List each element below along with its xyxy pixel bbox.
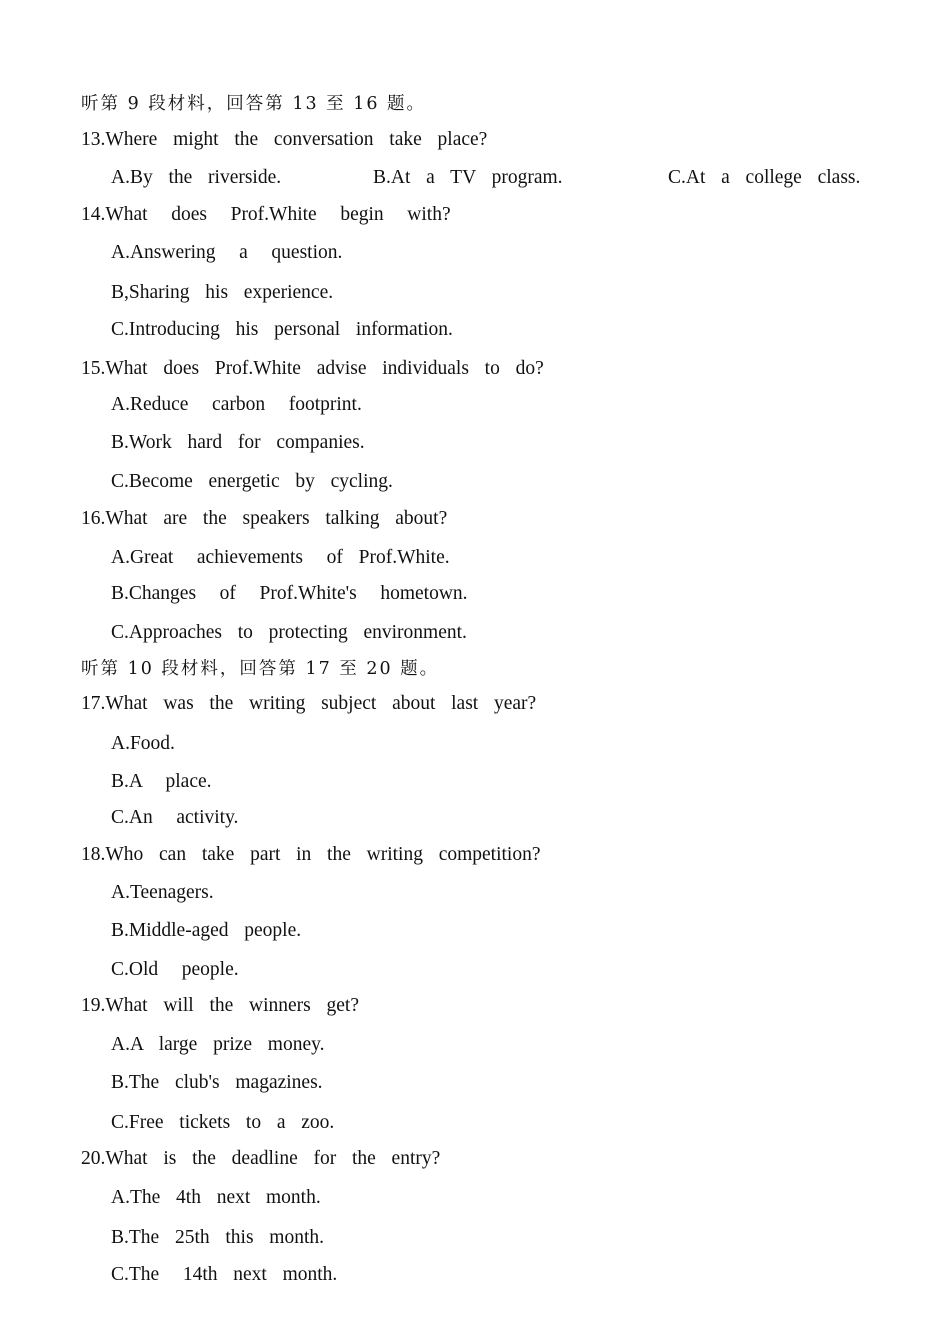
question-14: 14.What does Prof.White begin with? xyxy=(81,204,451,225)
question-13: 13.Where might the conversation take place? xyxy=(81,129,488,150)
question-15: 15.What does Prof.White advise individuals to do? xyxy=(81,358,544,379)
q18-option-c: C.Old people. xyxy=(111,959,239,980)
q18-option-a: A.Teenagers. xyxy=(111,882,214,903)
q19-option-b: B.The club's magazines. xyxy=(111,1072,323,1093)
q17-option-b: B.A place. xyxy=(111,771,212,792)
q14-option-c: C.Introducing his personal information. xyxy=(111,319,453,340)
q17-option-c: C.An activity. xyxy=(111,807,239,828)
q14-option-a: A.Answering a question. xyxy=(111,242,343,263)
q17-option-a: A.Food. xyxy=(111,733,175,754)
q19-option-c: C.Free tickets to a zoo. xyxy=(111,1112,335,1133)
section-10-heading: 听第 10 段材料，回答第 17 至 20 题。 xyxy=(81,659,440,679)
question-18: 18.Who can take part in the writing competition? xyxy=(81,844,541,865)
q15-option-a: A.Reduce carbon footprint. xyxy=(111,394,362,415)
question-16: 16.What are the speakers talking about? xyxy=(81,508,448,529)
q13-option-c: C.At a college class. xyxy=(668,167,861,188)
q13-option-b: B.At a TV program. xyxy=(373,167,563,188)
q20-option-c: C.The 14th next month. xyxy=(111,1264,338,1285)
q20-option-a: A.The 4th next month. xyxy=(111,1187,321,1208)
q13-option-a: A.By the riverside. xyxy=(111,167,282,188)
q20-option-b: B.The 25th this month. xyxy=(111,1227,324,1248)
q16-option-a: A.Great achievements of Prof.White. xyxy=(111,547,450,568)
q16-option-c: C.Approaches to protecting environment. xyxy=(111,622,467,643)
question-17: 17.What was the writing subject about last year? xyxy=(81,693,537,714)
q19-option-a: A.A large prize money. xyxy=(111,1034,325,1055)
section-9-heading: 听第 9 段材料，回答第 13 至 16 题。 xyxy=(81,94,427,114)
q14-option-b: B,Sharing his experience. xyxy=(111,282,334,303)
q18-option-b: B.Middle-aged people. xyxy=(111,920,302,941)
q15-option-b: B.Work hard for companies. xyxy=(111,432,365,453)
question-20: 20.What is the deadline for the entry? xyxy=(81,1148,441,1169)
question-19: 19.What will the winners get? xyxy=(81,995,359,1016)
q15-option-c: C.Become energetic by cycling. xyxy=(111,471,393,492)
q16-option-b: B.Changes of Prof.White's hometown. xyxy=(111,583,468,604)
